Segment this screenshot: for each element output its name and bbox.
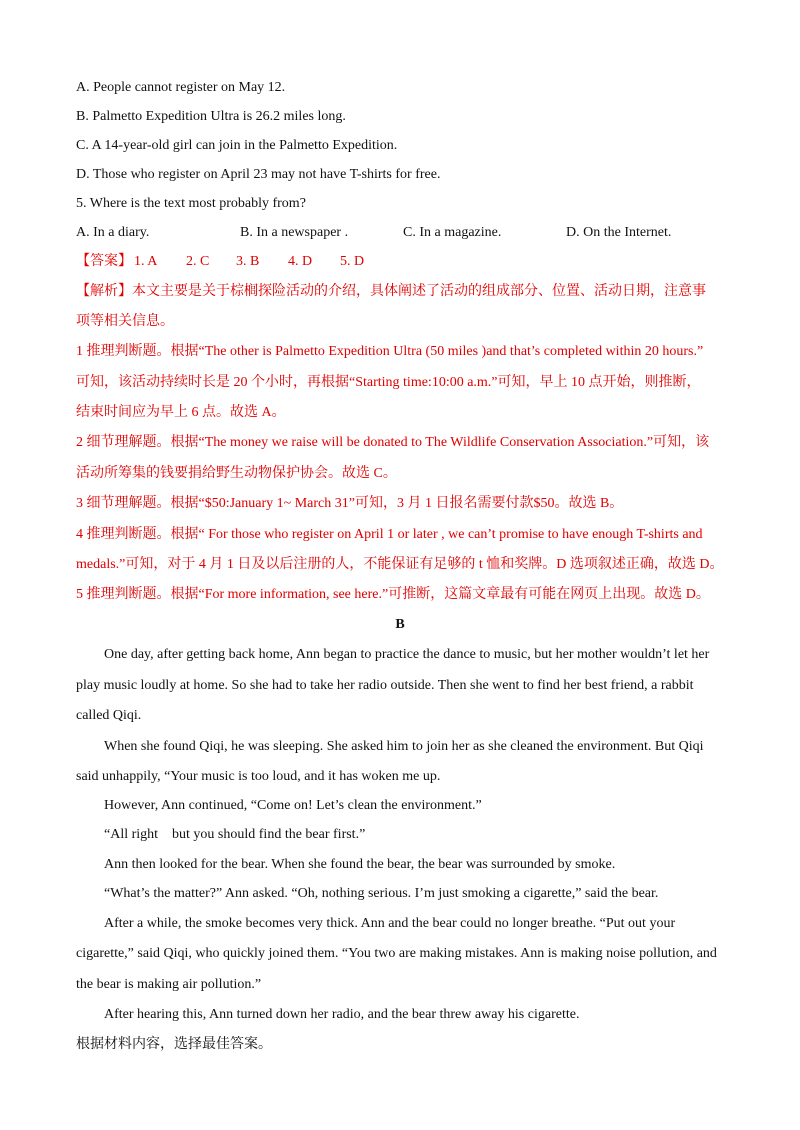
- passage-heading: B: [395, 617, 405, 632]
- passage-line: Ann then looked for the bear. When she found the bear, the bear was surrounded by smoke.: [104, 857, 616, 872]
- q5-option-a: A. In a diary.: [76, 225, 150, 240]
- q5-option-c: C. In a magazine.: [403, 225, 502, 240]
- q5-option-d: D. On the Internet.: [566, 225, 672, 240]
- answer-item-3: 3. B: [236, 254, 260, 269]
- analysis-line: 可知，该活动持续时长是 20 个小时，再根据“Starting time:10:00 a.m.”可知，早上 10 点开始，则推断，: [76, 375, 701, 390]
- q5-option-b: B. In a newspaper .: [240, 225, 349, 240]
- answer-item-5: 5. D: [340, 254, 365, 269]
- analysis-line: 项等相关信息。: [76, 314, 174, 329]
- passage-line: One day, after getting back home, Ann began to practice the dance to music, but her mother wouldn’t let her: [104, 647, 710, 662]
- passage-line: After hearing this, Ann turned down her radio, and the bear threw away his cigarette.: [104, 1007, 580, 1022]
- passage-line: said unhappily, “Your music is too loud, and it has woken me up.: [76, 769, 441, 784]
- answer-item-4: 4. D: [288, 254, 313, 269]
- passage-line: “What’s the matter?” Ann asked. “Oh, nothing serious. I’m just smoking a cigarette,” said the bear.: [104, 886, 659, 901]
- passage-line: When she found Qiqi, he was sleeping. She asked him to join her as she cleaned the environment. But Qiqi: [104, 739, 704, 754]
- analysis-line: 5 推理判断题。根据“For more information, see here.”可推断，这篇文章最有可能在网页上出现。故选 D。: [76, 587, 710, 602]
- analysis-line: 结束时间应为早上 6 点。故选 A。: [76, 405, 286, 420]
- q4-option-c: C. A 14-year-old girl can join in the Palmetto Expedition.: [76, 138, 398, 153]
- q4-option-b: B. Palmetto Expedition Ultra is 26.2 miles long.: [76, 109, 346, 124]
- analysis-line: 2 细节理解题。根据“The money we raise will be donated to The Wildlife Conservation Association.”可知，该: [76, 435, 710, 450]
- q4-option-a: A. People cannot register on May 12.: [76, 80, 286, 95]
- passage-line: However, Ann continued, “Come on! Let’s clean the environment.”: [104, 798, 482, 813]
- analysis-line: 活动所筹集的钱要捐给野生动物保护协会。故选 C。: [76, 466, 397, 481]
- passage-line: “All right but you should find the bear first.”: [104, 827, 366, 842]
- answer-item-1: 1. A: [134, 254, 158, 269]
- passage-line: cigarette,” said Qiqi, who quickly joined them. “You two are making mistakes. Ann is making noise pollution, and: [76, 946, 717, 961]
- analysis-line: 1 推理判断题。根据“The other is Palmetto Expedition Ultra (50 miles )and that’s completed within 20 hours.”: [76, 344, 704, 359]
- passage-line: play music loudly at home. So she had to take her radio outside. Then she went to find her best friend, a rabbit: [76, 678, 694, 693]
- analysis-line: 【解析】本文主要是关于棕榈探险活动的介绍，具体阐述了活动的组成部分、位置、活动日期，注意事: [76, 284, 706, 299]
- answer-item-2: 2. C: [186, 254, 210, 269]
- answer-label: 【答案】: [76, 254, 132, 269]
- analysis-line: medals.”可知，对于 4 月 1 日及以后注册的人，不能保证有足够的 t 恤和奖牌。D 选项叙述正确，故选 D。: [76, 557, 724, 572]
- q4-option-d: D. Those who register on April 23 may not have T-shirts for free.: [76, 167, 441, 182]
- passage-line: the bear is making air pollution.”: [76, 977, 262, 992]
- analysis-line: 3 细节理解题。根据“$50:January 1~ March 31”可知，3 月 1 日报名需要付款$50。故选 B。: [76, 496, 624, 511]
- q5-stem: 5. Where is the text most probably from?: [76, 196, 306, 211]
- passage-line: called Qiqi.: [76, 708, 142, 723]
- answer-line: [76, 252, 365, 272]
- passage-line: After a while, the smoke becomes very thick. Ann and the bear could no longer breathe. “Put out your: [104, 916, 676, 931]
- instruction: 根据材料内容，选择最佳答案。: [76, 1037, 272, 1052]
- analysis-line: 4 推理判断题。根据“ For those who register on April 1 or later , we can’t promise to have enough T-shirts and: [76, 527, 703, 542]
